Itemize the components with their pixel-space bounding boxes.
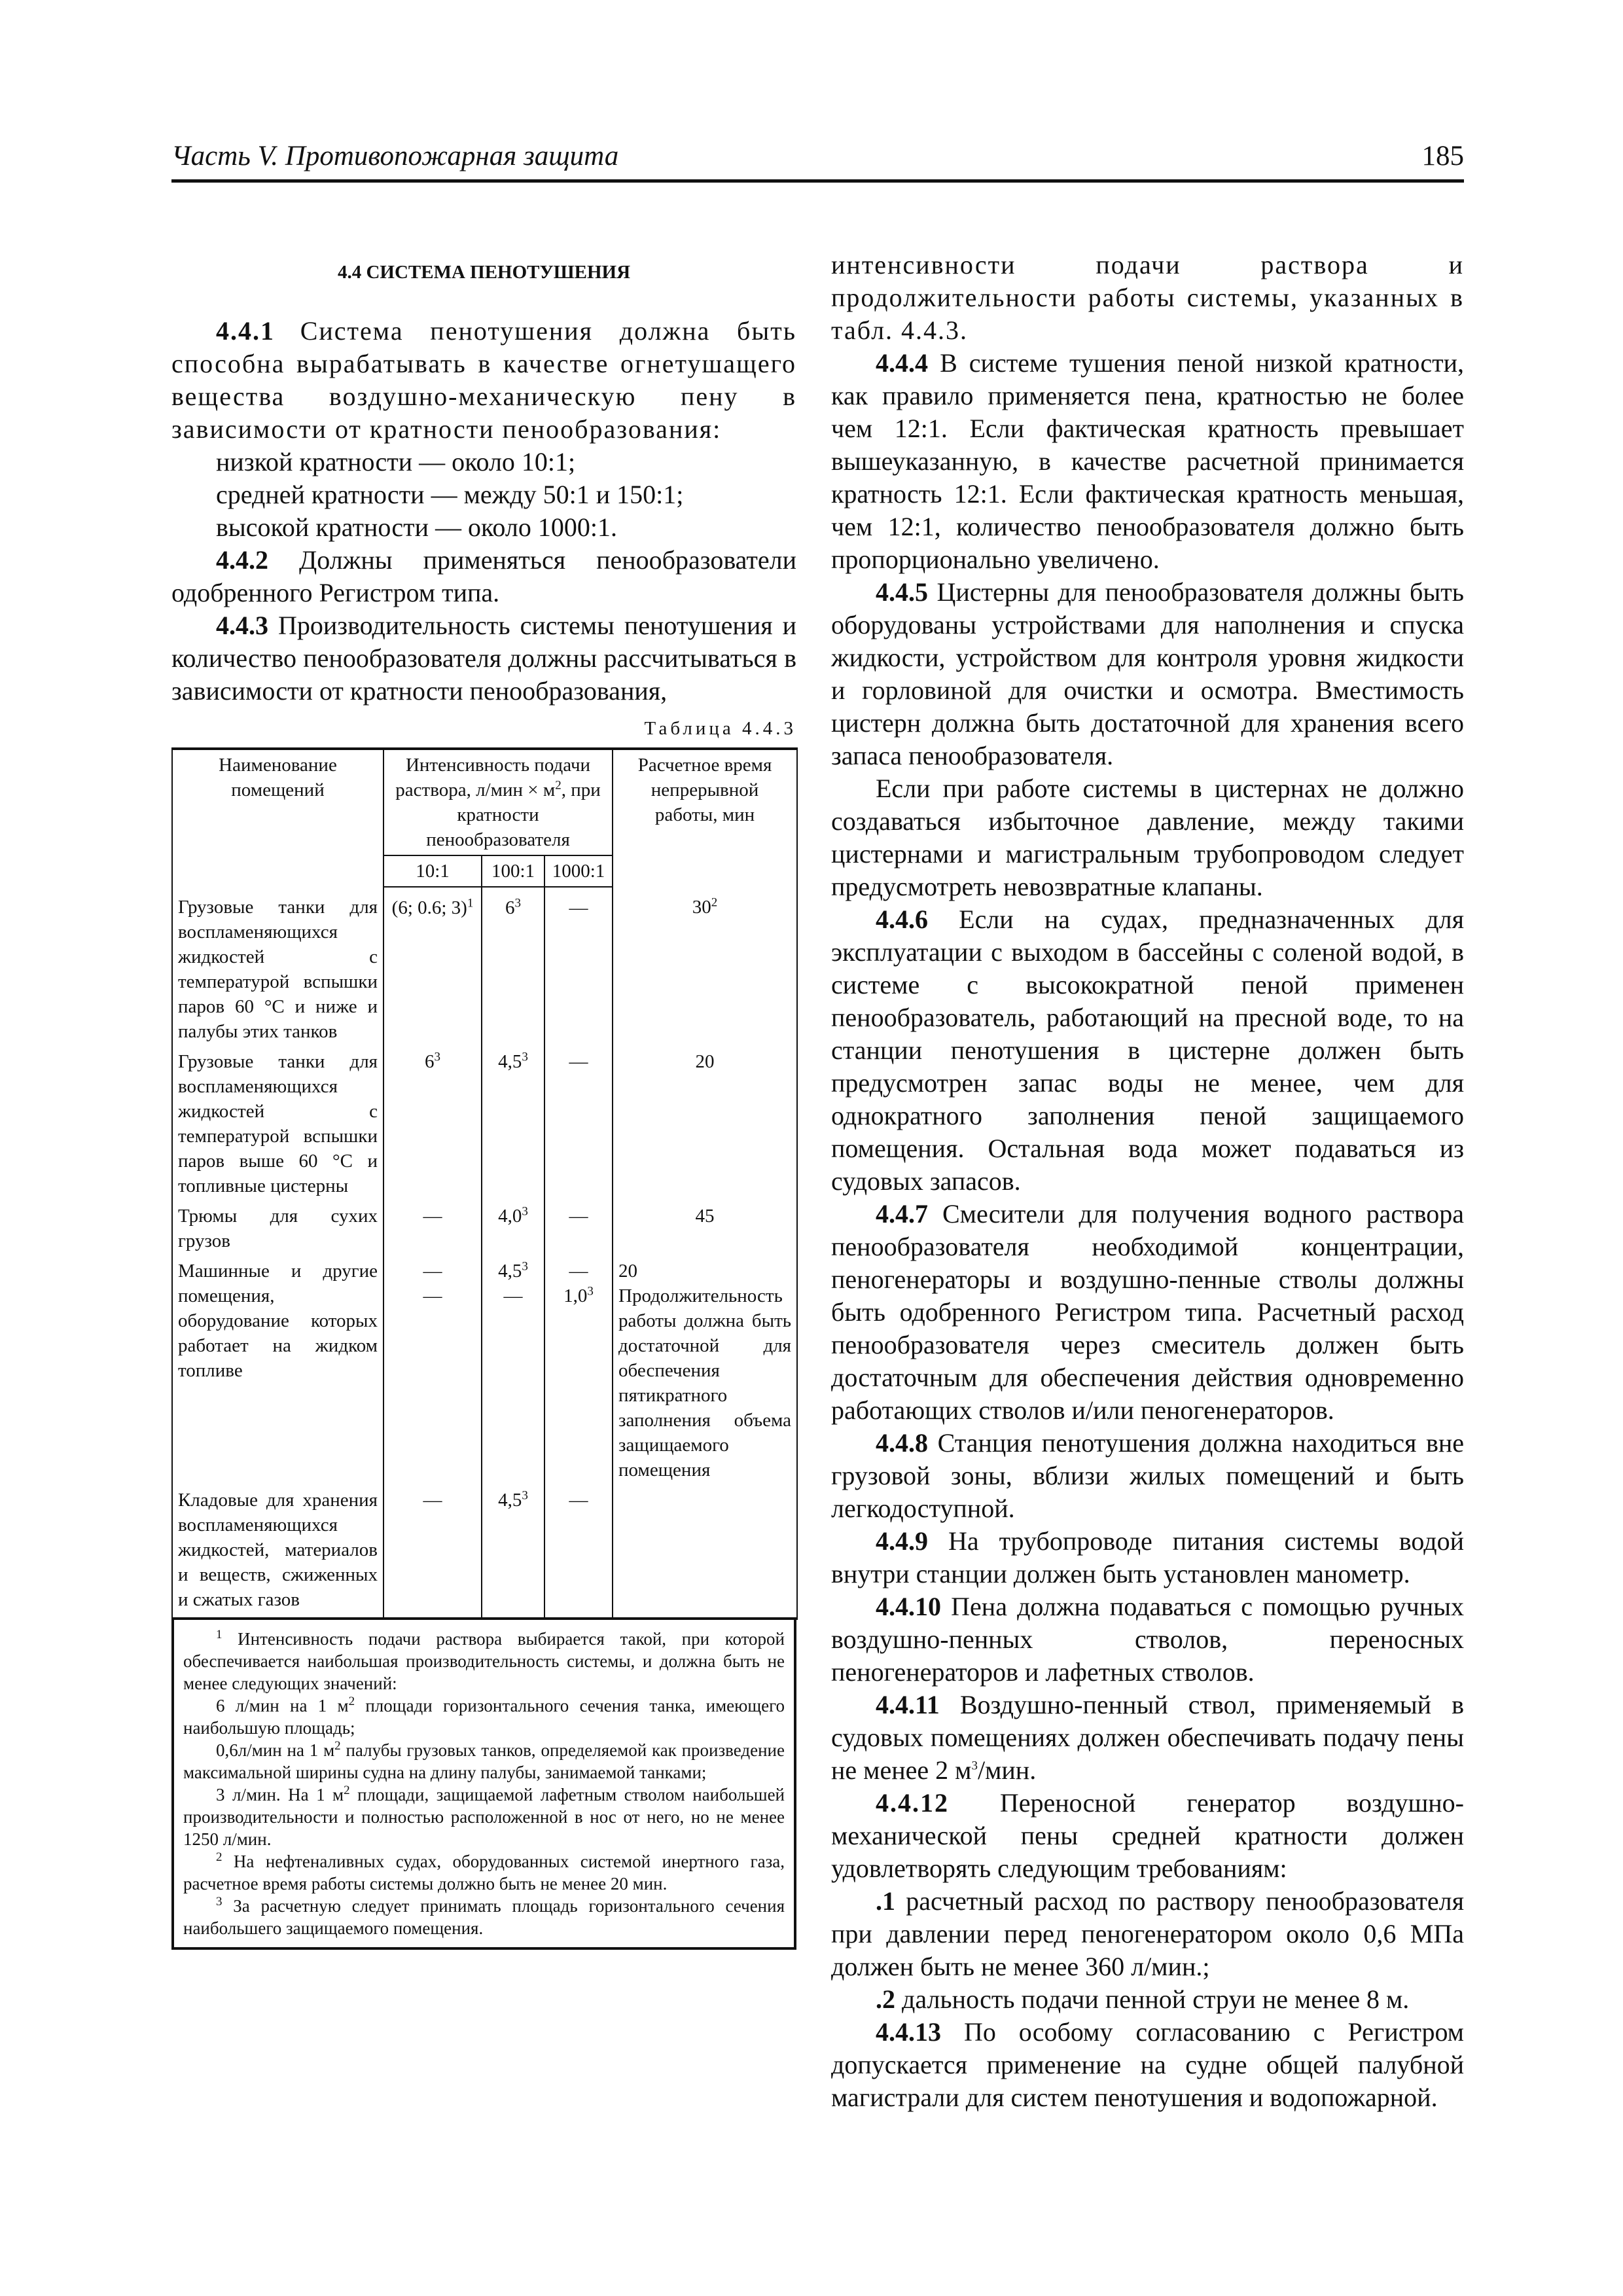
table-header-row [172,749,797,855]
header-ratio-10: 10:1 [383,855,482,887]
table-caption: Таблица 4.4.3 [644,718,796,739]
header-name: Наименование помещений [172,749,383,887]
paragraph-4-4-12: 4.4.12 Переносной генератор воздушно-механической пены средней кратности должен удовлетворять следующим требованиям: [831,1788,1465,1883]
clause-number: 4.4.12 [876,1788,949,1818]
left-column [171,249,796,1950]
list-item: низкой кратности — около 10:1; [216,447,576,476]
table-row: Кладовые для хранения воспламеняющихся жидкостей, материалов и веществ, сжиженных и сжатых газов — $4,5^3$ — [172,1485,797,1619]
header-ratio-100: 100:1 [482,855,544,887]
paragraph-4-4-12-2: .2 дальность подачи пенной струи не менее 8 м. [876,1984,1410,2014]
paragraph-4-4-13: 4.4.13 По особому согласованию с Регистром допускается применение на судне общей палубной магистрали для систем пенотушения и водопожарной. [831,2017,1464,2112]
paragraph-4-4-7: 4.4.7 Смесители для получения водного раствора пенообразователя необходимой концентрации, пеногенераторы и воздушно-пенные стволы должны быть одобренного Регистром типа. Расчетный расход пенообразователя через смеситель должен быть достаточным для обеспечения действия одновременно работающих стволов и/или пеногенераторов. [831,1199,1465,1425]
paragraph-4-4-1: 4.4.1 Система пенотушения должна быть способна вырабатывать в качестве огнетушащего вещества воздушно-механическую пену в зависимости от кратности пенообразования: [171,316,797,444]
clause-number: 4.4.2 [216,545,268,575]
paragraph-4-4-8: 4.4.8 Станция пенотушения должна находиться вне грузовой зоны, вблизи жилых помещений и быть легкодоступной. [831,1428,1465,1523]
clause-number: 4.4.6 [876,905,928,934]
clause-number: 4.4.3 [216,611,268,640]
clause-number: 4.4.1 [216,316,275,346]
header-ratio-1000: 1000:1 [544,855,613,887]
paragraph-4-4-10: 4.4.10 Пена должна подаваться с помощью ручных воздушно-пенных стволов, переносных пеногенераторов и лафетных стволов. [831,1592,1465,1687]
table-row: Грузовые танки для воспламеняющихся жидкостей с температурой вспышки паров 60 °С и ниже и палубы этих танков (6; 0.6; 3)$^1$ $6^3$ — $30^2$ [172,887,797,1047]
page-number: 185 [1421,141,1464,171]
paragraph-4-4-2: 4.4.2 Должны применяться пенообразователи одобренного Регистром типа. [171,545,796,607]
list-item: средней кратности — между 50:1 и 150:1; [216,480,684,509]
header-intensity: Интенсивность подачи раствора, $л/мин \times м^2$, при кратности пенообразователя [383,749,613,855]
footnote-1c: 3 л/мин. На 1 $м^2$ площади, защищаемой лафетным стволом наибольшей производительности и полностью расположенной в нос от него, но не менее 1250 л/мин. [183,1784,785,1849]
paragraph-4-4-5-b: Если при работе системы в цистернах не должно создаваться избыточное давление, между такими цистернами и магистральным трубопроводом следует предусмотреть невозвратные клапаны. [831,774,1464,901]
clause-number: 4.4.10 [876,1592,941,1621]
foam-intensity-table [171,747,798,1620]
clause-number: 4.4.8 [876,1428,928,1458]
paragraph-4-4-11: 4.4.11 Воздушно-пенный ствол, применяемый в судовых помещениях должен обеспечивать подачу пены не менее 2 $м^3$/мин. [831,1690,1464,1785]
paragraph-4-4-3-continued: интенсивности подачи раствора и продолжительности работы системы, указанных в табл. 4.4.3. [831,250,1464,345]
footnote-1b: 0,6л/мин на 1 $м^2$ палубы грузовых танков, определяемой как произведение максимальной ширины судна на длину палубы, занимаемой танками; [183,1739,785,1782]
clause-number: 4.4.7 [876,1199,928,1229]
footnote-3: $^3$ За расчетную следует принимать площадь горизонтального сечения наибольшего защищаемого помещения. [183,1895,785,1938]
clause-number: 4.4.13 [876,2017,941,2047]
paragraph-4-4-5: 4.4.5 Цистерны для пенообразователя должны быть оборудованы устройствами для наполнения и спуска жидкости, устройством для контроля уровня жидкости и горловиной для очистки и осмотра. Вместимость цистерн должна быть достаточной для хранения всего запаса пенообразователя. [831,577,1464,770]
paragraph-4-4-4: 4.4.4 В системе тушения пеной низкой кратности, как правило применяется пена, кратностью не более чем 12:1. Если фактическая кратность превышает вышеуказанную, в качестве расчетной принимается кратность 12:1. Если фактическая кратность меньшая, чем 12:1, количество пенообразователя должно быть пропорционально увеличено. [831,348,1465,574]
paragraph-4-4-9: 4.4.9 На трубопроводе питания системы водой внутри станции должен быть установлен манометр. [831,1526,1464,1588]
clause-number: 4.4.9 [876,1526,928,1556]
paragraph-4-4-6: 4.4.6 Если на судах, предназначенных для эксплуатации с выходом в бассейны с соленой водой, в системе с высокократной пеной применен пенообразователь, работающий на пресной воде, то на станции пенотушения в цистерне должен быть предусмотрен запас воды не менее, чем для однократного заполнения пеной защищаемого помещения. Остальная вода может подаваться из судовых запасов. [831,905,1464,1196]
table-row: Машинные и другие помещения, оборудование которых работает на жидком топливе — — $4,5^3$ — — $1,0^3$ 20 Продолжительность работы должна быть достаточной для обеспечения пятикратного заполнения объема защищаемого помещения [172,1256,797,1485]
right-column [831,249,1464,2114]
table-row: Грузовые танки для воспламеняющихся жидкостей с температурой вспышки паров выше 60 °С и топливные цистерны $6^3$ $4,5^3$ — 20 [172,1047,797,1201]
paragraph-4-4-12-1: .1 расчетный расход по раствору пенообразователя при давлении перед пеногенератором около 0,6 МПа должен быть не менее 360 л/мин.; [831,1886,1465,1981]
page-header [171,140,1464,183]
running-title: Часть V. Противопожарная защита [171,141,619,171]
section-title: 4.4 СИСТЕМА ПЕНОТУШЕНИЯ [337,262,631,283]
table-row: Трюмы для сухих грузов — $4,0^3$ — 45 [172,1201,797,1256]
footnote-1a: 6 л/мин на 1 $м^2$ площади горизонтального сечения танка, имеющего наибольшую площадь; [183,1695,785,1738]
footnote-1: $^1$ Интенсивность подачи раствора выбирается такой, при которой обеспечивается наибольшая производительность системы, и должна быть не менее следующих значений: [183,1628,785,1693]
table-footnotes [171,1620,796,1950]
clause-number: 4.4.5 [876,577,928,607]
paragraph-4-4-3: 4.4.3 Производительность системы пенотушения и количество пенообразователя должны рассчитываться в зависимости от кратности пенообразования, [171,611,796,706]
list-item: высокой кратности — около 1000:1. [216,512,617,542]
footnote-2: $^2$ На нефтеналивных судах, оборудованных системой инертного газа, расчетное время работы системы должно быть не менее 20 мин. [183,1850,785,1893]
header-time: Расчетное время непрерывной работы, мин [613,749,797,887]
clause-number: 4.4.11 [876,1690,940,1719]
clause-number: 4.4.4 [876,348,928,378]
